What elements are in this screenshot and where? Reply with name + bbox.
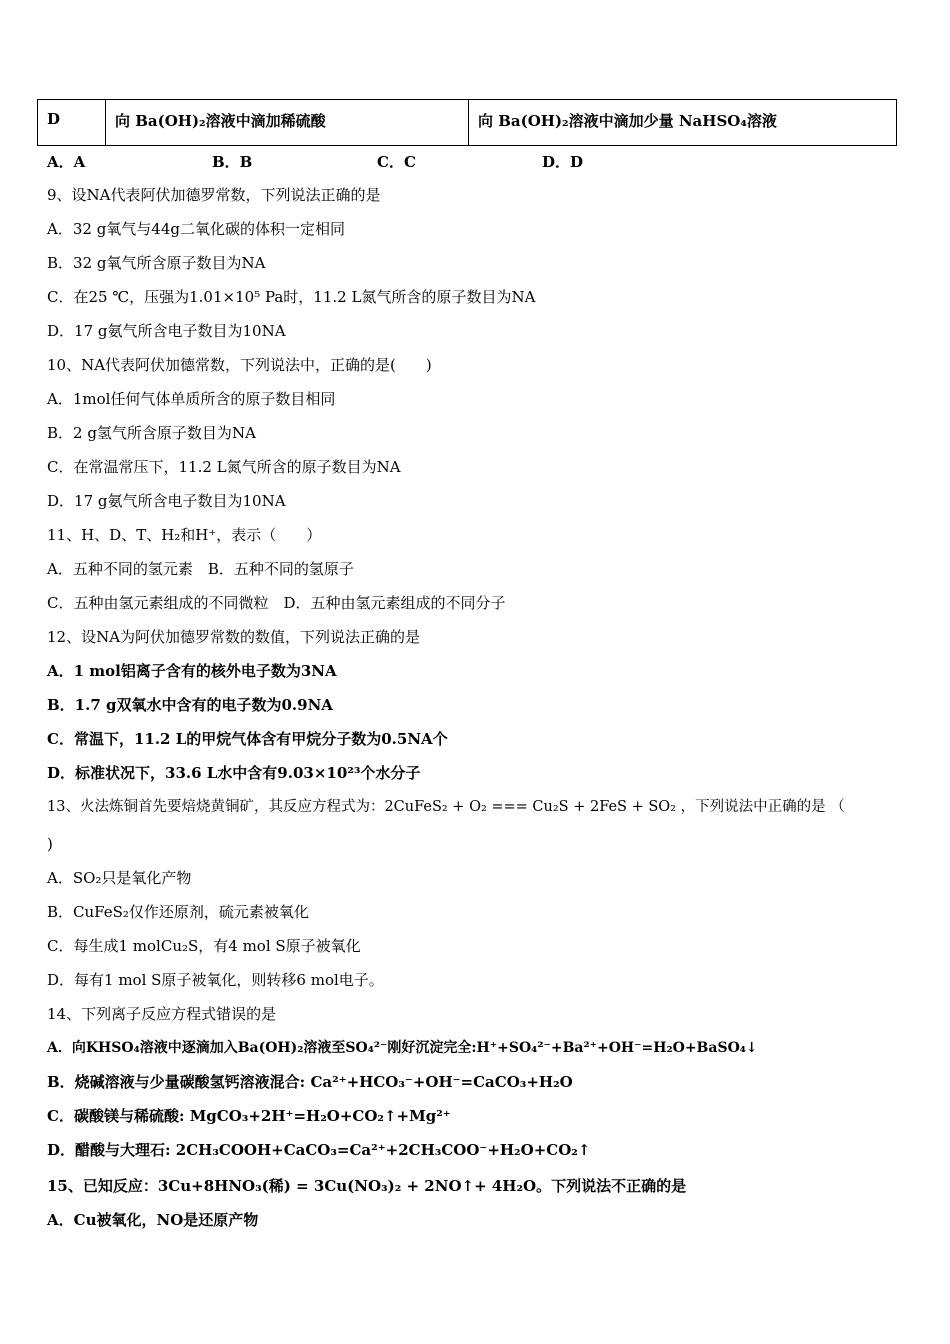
- q12-option-c: C．常温下，11.2 L的甲烷气体含有甲烷分子数为0.5NA个: [47, 730, 448, 748]
- q13-option-a: A．SO₂只是氧化产物: [47, 869, 192, 887]
- question-13: 13、火法炼铜首先要焙烧黄铜矿，其反应方程式为：2CuFeS₂ + O₂ === Cu₂S + 2FeS + SO₂ ，下列说法中正确的是 （: [47, 799, 845, 815]
- question-10: 10、NA代表阿伏加德常数，下列说法中，正确的是( ): [47, 356, 432, 374]
- table-row: [38, 100, 897, 146]
- q10-option-d: D．17 g氨气所含电子数目为10NA: [47, 492, 286, 510]
- question-12: 12、设NA为阿伏加德罗常数的数值，下列说法正确的是: [47, 628, 421, 646]
- q12-option-d: D．标准状况下，33.6 L水中含有9.03×10²³个水分子: [47, 764, 421, 782]
- q10-option-c: C．在常温常压下，11.2 L氮气所含的原子数目为NA: [47, 458, 401, 476]
- question-14: 14、下列离子反应方程式错误的是: [47, 1005, 277, 1023]
- question-15: 15、已知反应：3Cu+8HNO₃(稀) = 3Cu(NO₃)₂ + 2NO↑+ 4H₂O。下列说法不正确的是: [47, 1177, 687, 1195]
- question-11: 11、H、D、T、H₂和H⁺，表示（ ）: [47, 526, 322, 544]
- option-table: [37, 99, 897, 146]
- option-letter-cell: D: [38, 100, 106, 146]
- option-cell-1: 向 Ba(OH)₂溶液中滴加稀硫酸: [106, 100, 469, 146]
- question-13-paren: ): [47, 835, 53, 853]
- q12-option-b: B．1.7 g双氧水中含有的电子数为0.9NA: [47, 696, 333, 714]
- q12-option-a: A．1 mol铝离子含有的核外电子数为3NA: [47, 662, 337, 680]
- q15-option-a: A．Cu被氧化，NO是还原产物: [47, 1211, 259, 1229]
- q13-option-c: C．每生成1 molCu₂S，有4 mol S原子被氧化: [47, 937, 361, 955]
- choice-a: A．A: [47, 153, 86, 171]
- q13-option-b: B．CuFeS₂仅作还原剂，硫元素被氧化: [47, 903, 309, 921]
- q10-option-a: A．1mol任何气体单质所含的原子数目相同: [47, 390, 336, 408]
- q11-options-cd: C．五种由氢元素组成的不同微粒 D．五种由氢元素组成的不同分子: [47, 594, 506, 612]
- q9-option-a: A．32 g氧气与44g二氧化碳的体积一定相同: [47, 220, 345, 238]
- q10-option-b: B．2 g氢气所含原子数目为NA: [47, 424, 256, 442]
- q14-option-d: D．醋酸与大理石: 2CH₃COOH+CaCO₃=Ca²⁺+2CH₃COO⁻+H₂O+CO₂↑: [47, 1141, 591, 1159]
- choice-b: B．B: [212, 153, 253, 171]
- q9-option-b: B．32 g氧气所含原子数目为NA: [47, 254, 266, 272]
- q14-option-a: A．向KHSO₄溶液中逐滴加入Ba(OH)₂溶液至SO₄²⁻刚好沉淀完全:H⁺+SO₄²⁻+Ba²⁺+OH⁻=H₂O+BaSO₄↓: [47, 1040, 758, 1056]
- q11-options-ab: A．五种不同的氢元素 B．五种不同的氢原子: [47, 560, 354, 578]
- question-9: 9、设NA代表阿伏加德罗常数，下列说法正确的是: [47, 186, 381, 204]
- q9-option-c: C．在25 ℃，压强为1.01×10⁵ Pa时，11.2 L氮气所含的原子数目为NA: [47, 288, 536, 306]
- q9-option-d: D．17 g氨气所含电子数目为10NA: [47, 322, 286, 340]
- choice-c: C．C: [377, 153, 416, 171]
- option-cell-2: 向 Ba(OH)₂溶液中滴加少量 NaHSO₄溶液: [469, 100, 897, 146]
- choice-d: D．D: [542, 153, 584, 171]
- q14-option-b: B．烧碱溶液与少量碳酸氢钙溶液混合: Ca²⁺+HCO₃⁻+OH⁻=CaCO₃+H₂O: [47, 1073, 573, 1091]
- q13-option-d: D．每有1 mol S原子被氧化，则转移6 mol电子。: [47, 971, 384, 989]
- q14-option-c: C．碳酸镁与稀硫酸: MgCO₃+2H⁺=H₂O+CO₂↑+Mg²⁺: [47, 1107, 451, 1125]
